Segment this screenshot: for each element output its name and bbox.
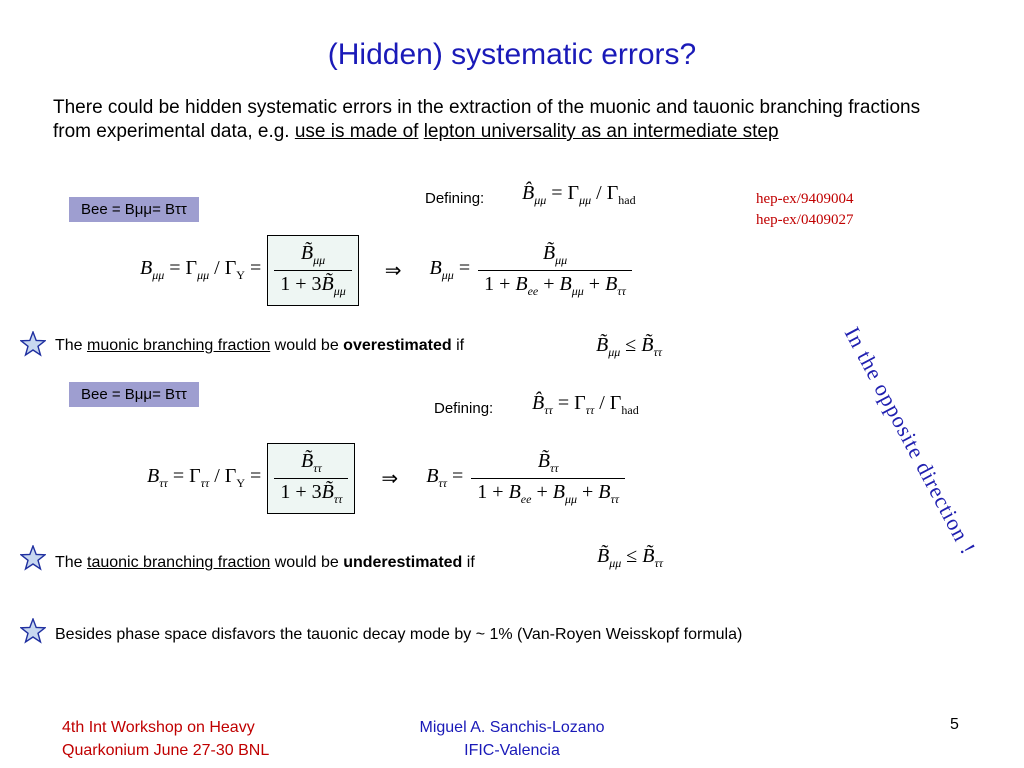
condition-tauonic: $B̃_{\mu\mu}$ ≤ $B̃_{\tau\tau}$ (597, 545, 664, 570)
underestimated-term: underestimated (343, 554, 463, 571)
footer-workshop: 4th Int Workshop on Heavy Quarkonium June 27-30 BNL (62, 719, 270, 759)
statement-phase-space: Besides phase space disfavors the tauonic decay mode by ~ 1% (Van-Royen Weisskopf formula) (55, 626, 743, 643)
reference-1[interactable]: hep-ex/9409004 (756, 191, 854, 207)
universality-tag-1-text: Bee = Bμμ= Bττ (81, 201, 187, 218)
tauonic-fraction-term: tauonic branching fraction (87, 554, 271, 571)
reference-2[interactable]: hep-ex/0409027 (756, 212, 854, 228)
universality-tag-1 (69, 197, 199, 222)
footer-author: Miguel A. Sanchis-Lozano IFIC-Valencia (419, 719, 605, 759)
reference-list (756, 189, 853, 231)
statement-tauonic: The tauonic branching fraction would be underestimated if (55, 554, 475, 571)
statement-muonic: The muonic branching fraction would be overestimated if (55, 337, 465, 354)
defining-label-1: Defining: (425, 190, 485, 207)
star-icon (20, 618, 46, 649)
equation-tauonic: $B_{\tau\tau} = \Gamma_{\tau\tau} / \Gamma_\Upsilon$ = $\frac{B̃_{\tau\tau}}{1 + 3B̃_{\tau\tau}}$ ⇒ $B_{\tau\tau}$ = $\frac{B̃_{\tau\tau}}{1 + B_{ee} + B_{\mu\mu} + B_{\tau\tau}}$ (147, 434, 625, 522)
overestimated-term: overestimated (343, 337, 452, 354)
intro-underlined-1: use is made of (294, 121, 419, 142)
star-icon (20, 331, 46, 362)
star-icon (20, 545, 46, 576)
defining-equation-1: $B̂_{\mu\mu} = \Gamma_{\mu\mu} / \Gamma_{had}$ (522, 182, 636, 207)
equation-muonic: $B_{\mu\mu} = \Gamma_{\mu\mu} / \Gamma_\Upsilon$ = $\frac{B̃_{\mu\mu}}{1 + 3B̃_{\mu\mu}}$ ⇒ $B_{\mu\mu}$ = $\frac{B̃_{\mu\mu}}{1 + B_{ee} + B_{\mu\mu} + B_{\tau\tau}}$ (140, 226, 632, 314)
universality-tag-2-text: Bee = Bμμ= Bττ (81, 386, 187, 403)
diagonal-note: In the opposite direction ! (839, 322, 982, 559)
intro-text: There could be hidden systematic errors in the extraction of the muonic and tauonic branching fractions from experimental data, e.g. (53, 97, 921, 142)
universality-tag-2 (69, 382, 199, 407)
condition-muonic: $B̃_{\mu\mu}$ ≤ $B̃_{\tau\tau}$ (596, 334, 663, 359)
defining-label-2: Defining: (434, 400, 494, 417)
intro-underlined-2: lepton universality as an intermediate step (423, 121, 779, 142)
intro-paragraph (53, 96, 953, 144)
muonic-fraction-term: muonic branching fraction (87, 337, 271, 354)
slide-title: (Hidden) systematic errors? (327, 38, 697, 71)
defining-equation-2: $B̂_{\tau\tau} = \Gamma_{\tau\tau} / \Gamma_{had}$ (532, 392, 639, 417)
page-number: 5 (950, 716, 959, 733)
